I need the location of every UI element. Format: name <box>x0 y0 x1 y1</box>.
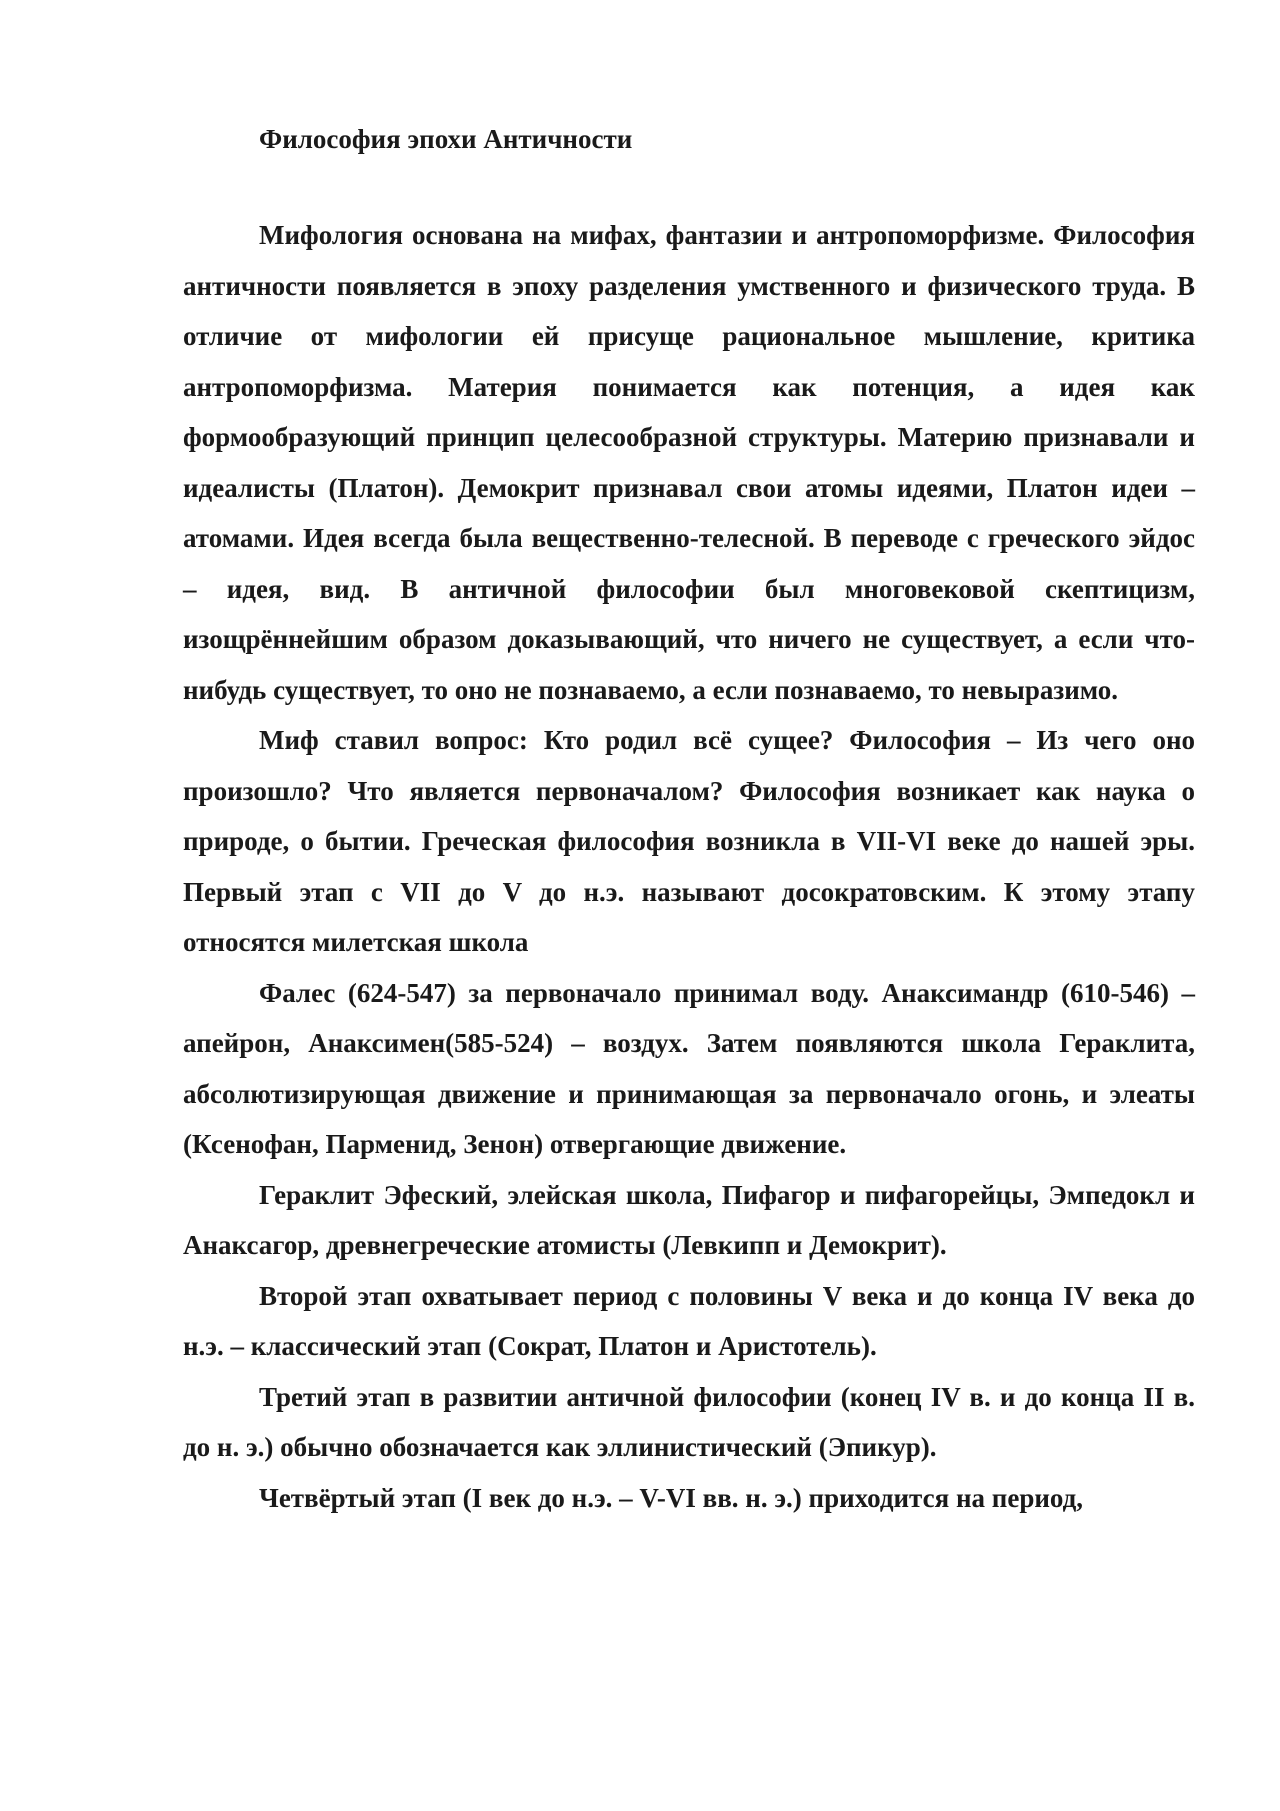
document-body <box>183 118 1195 1523</box>
paragraph-mythology: Мифология основана на мифах, фантазии и антропоморфизме. Философия античности появляется в эпоху разделения умственного и физического труда. В отличие от мифологии ей присуще рациональное мышление, критика антропоморфизма. Материя понимается как потенция, а идея как формообразующий принцип целесообразной структуры. Материю признавали и идеалисты (Платон). Демокрит признавал свои атомы идеями, Платон идеи – атомами. Идея всегда была вещественно-телесной. В переводе с греческого эйдос – идея, вид. В античной философии был многовековой скептицизм, изощрённейшим образом доказывающий, что ничего не существует, а если что-нибудь существует, то оно не познаваемо, а если познаваемо, то невыразимо. <box>183 220 1195 705</box>
paragraph-thales: Фалес (624-547) за первоначало принимал воду. Анаксимандр (610-546) – апейрон, Анаксимен(585-524) – воздух. Затем появляются школа Гераклита, абсолютизирующая движение и принимающая за первоначало огонь, и элеаты (Ксенофан, Парменид, Зенон) отвергающие движение. <box>183 977 1195 1159</box>
paragraph-myth-question: Миф ставил вопрос: Кто родил всё сущее? Философия – Из чего оно произошло? Что является первоначалом? Философия возникает как наука о природе, о бытии. Греческая философия возникла в VII-VI веке до нашей эры. Первый этап с VII до V до н.э. называют досократовским. К этому этапу относятся милетская школа <box>183 725 1195 957</box>
paragraph-third-stage: Третий этап в развитии античной философии (конец IV в. и до конца II в. до н. э.) обычно обозначается как эллинистический (Эпикур). <box>183 1381 1195 1462</box>
document-title: Философия эпохи Античности <box>259 124 633 154</box>
paragraph-fourth-stage: Четвёртый этап (I век до н.э. – V-VI вв. н. э.) приходится на период, <box>259 1482 1084 1513</box>
paragraph-heraclitus: Гераклит Эфеский, элейская школа, Пифагор и пифагорейцы, Эмпедокл и Анаксагор, древнегреческие атомисты (Левкипп и Демокрит). <box>183 1179 1195 1260</box>
paragraph-second-stage: Второй этап охватывает период с половины V века и до конца IV века до н.э. – классический этап (Сократ, Платон и Аристотель). <box>183 1280 1195 1361</box>
